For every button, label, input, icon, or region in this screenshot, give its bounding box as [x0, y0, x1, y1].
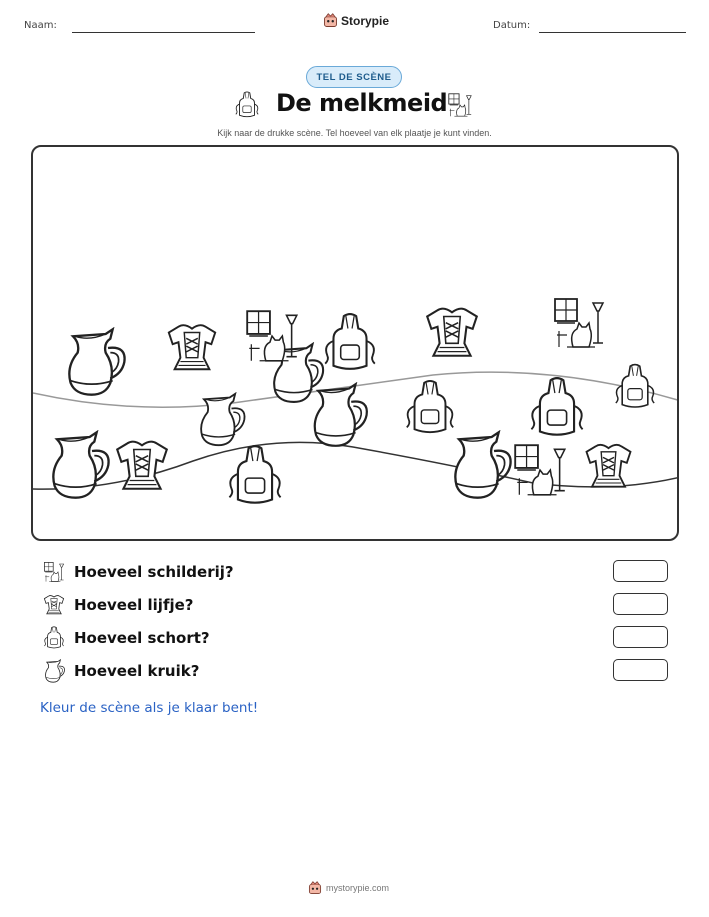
apron-icon: [616, 365, 654, 407]
date-label: Datum:: [493, 20, 531, 31]
date-field[interactable]: [539, 32, 686, 33]
page-title: De melkmeid: [276, 89, 448, 117]
question-text: Hoeveel schort?: [74, 629, 210, 647]
question-bodice: [42, 593, 194, 617]
painting-icon: [515, 445, 565, 495]
question-text: Hoeveel kruik?: [74, 662, 200, 680]
instructions-subtitle: Kijk naar de drukke scène. Tel hoeveel van elk plaatje je kunt vinden.: [217, 128, 492, 138]
jug-icon: [69, 329, 124, 394]
bodice-icon: [117, 442, 167, 489]
bodice-icon: [42, 593, 66, 617]
apron-icon: [531, 378, 582, 435]
answer-box-apron[interactable]: [613, 626, 668, 648]
storypie-icon: [323, 13, 338, 28]
bodice-icon: [169, 325, 215, 369]
name-label: Naam:: [24, 20, 57, 31]
jug-icon: [53, 432, 108, 497]
answer-box-painting[interactable]: [613, 560, 668, 582]
scene-drawing: [33, 147, 679, 541]
question-painting: [42, 560, 234, 584]
jug-icon: [42, 659, 66, 683]
colouring-instruction: Kleur de scène als je klaar bent!: [40, 700, 259, 716]
painting-icon: [555, 299, 603, 347]
footer: [308, 881, 389, 895]
search-scene: [31, 145, 679, 541]
apron-icon: [325, 314, 375, 369]
brand-name: Storypie: [341, 13, 390, 28]
painting-icon: [42, 560, 66, 584]
activity-badge: TEL DE SCÈNE: [306, 66, 402, 88]
question-apron: [42, 626, 210, 650]
question-text: Hoeveel lijfje?: [74, 596, 194, 614]
painting-icon: [446, 91, 474, 119]
question-text: Hoeveel schilderij?: [74, 563, 234, 581]
jug-icon: [201, 394, 244, 445]
jug-icon: [455, 432, 510, 497]
jug-icon: [315, 384, 367, 446]
footer-url[interactable]: mystorypie.com: [326, 883, 390, 893]
answer-box-bodice[interactable]: [613, 593, 668, 615]
name-field[interactable]: [72, 32, 255, 33]
apron-icon: [229, 446, 280, 503]
bodice-icon: [427, 309, 477, 356]
storypie-icon: [308, 881, 322, 895]
apron-icon: [233, 91, 261, 119]
question-jug: [42, 659, 199, 683]
apron-icon: [42, 626, 66, 650]
bodice-icon: [587, 445, 631, 487]
answer-box-jug[interactable]: [613, 659, 668, 681]
apron-icon: [407, 381, 453, 432]
brand-logo: [323, 13, 389, 28]
